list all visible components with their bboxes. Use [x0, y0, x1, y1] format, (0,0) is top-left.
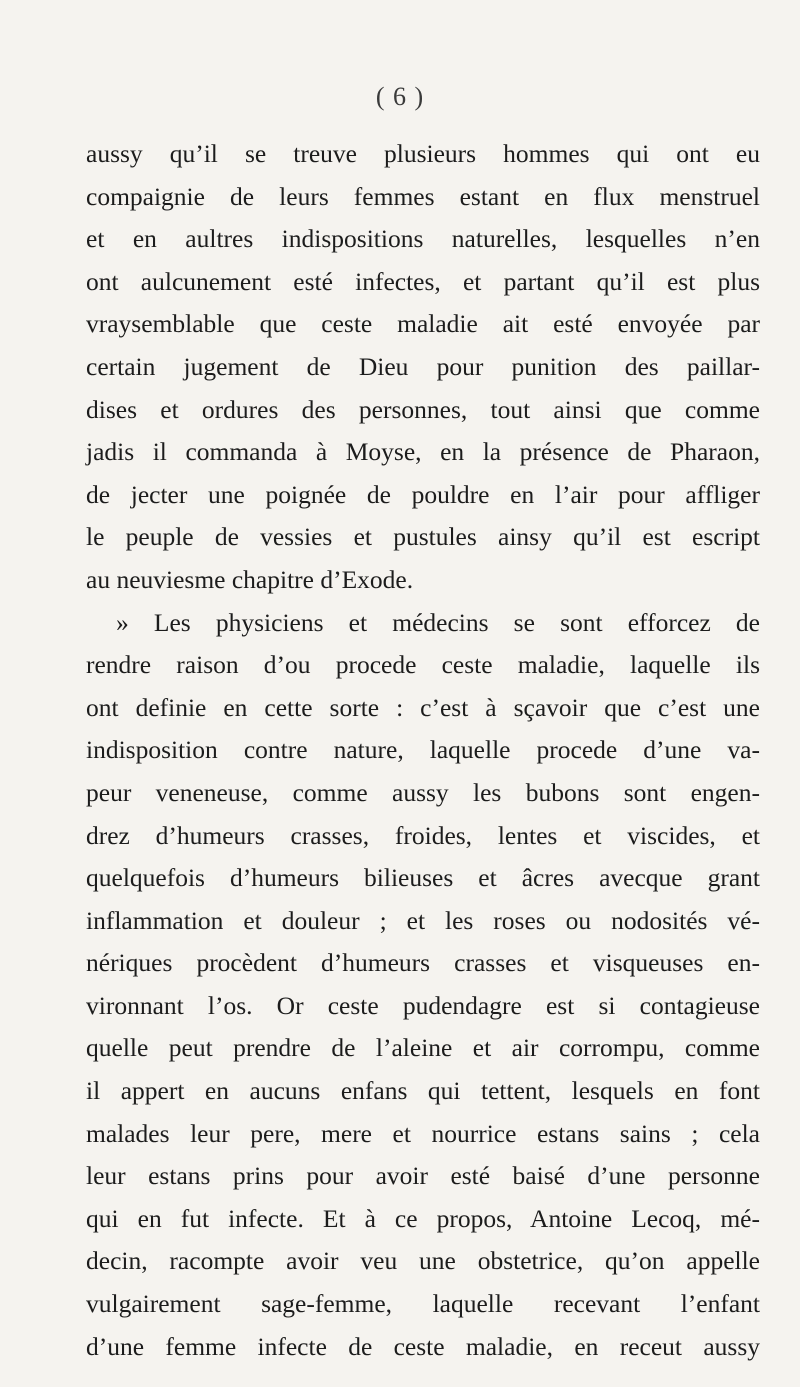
text-line: indisposition contre nature, laquelle procede d’une va-: [86, 735, 760, 765]
text-line: de jecter une poignée de pouldre en l’air pour affliger: [86, 479, 760, 509]
text-line: inflammation et douleur ; et les roses ou nodosités vé-: [86, 905, 760, 935]
text-line: rendre raison d’ou procede ceste maladie, laquelle ils: [86, 650, 760, 680]
text-line: decin, racompte avoir veu une obstetrice, qu’on appelle: [86, 1246, 760, 1276]
page-number: ( 6 ): [375, 82, 425, 111]
text-line: malades leur pere, mere et nourrice estans sains ; cela: [86, 1118, 760, 1148]
text-line: qui en fut infecte. Et à ce propos, Antoine Lecoq, mé-: [86, 1203, 760, 1233]
text-line: quelle peut prendre de l’aleine et air corrompu, comme: [86, 1033, 760, 1063]
text-line: leur estans prins pour avoir esté baisé d’une personne: [86, 1161, 760, 1191]
text-line-paragraph-start: » Les physiciens et médecins se sont efforcez de: [116, 607, 760, 637]
text-line: aussy qu’il se treuve plusieurs hommes qui ont eu: [86, 139, 760, 168]
text-line: drez d’humeurs crasses, froides, lentes et viscides, et: [86, 820, 760, 850]
text-line: ont aulcunement esté infectes, et partant qu’il est plus: [86, 266, 760, 296]
text-line: vironnant l’os. Or ceste pudendagre est si contagieuse: [86, 990, 760, 1020]
text-line: dises et ordures des personnes, tout ainsi que comme: [86, 394, 760, 424]
text-line: compaignie de leurs femmes estant en flux menstruel: [86, 181, 760, 211]
text-line: vraysemblable que ceste maladie ait esté envoyée par: [86, 309, 760, 339]
text-line: le peuple de vessies et pustules ainsy qu’il est escript: [86, 522, 760, 552]
text-line-paragraph-end: au neuviesme chapitre d’Exode.: [86, 564, 414, 594]
text-line: vulgairement sage-femme, laquelle recevant l’enfant: [86, 1289, 760, 1319]
text-line: nériques procèdent d’humeurs crasses et visqueuses en-: [86, 948, 760, 978]
text-line: il appert en aucuns enfans qui tettent, lesquels en font: [86, 1076, 760, 1106]
text-line: quelquefois d’humeurs bilieuses et âcres avecque grant: [86, 863, 760, 893]
text-line: jadis il commanda à Moyse, en la présence de Pharaon,: [86, 437, 760, 467]
text-line: peur veneneuse, comme aussy les bubons sont engen-: [86, 777, 760, 807]
text-line: et en aultres indispositions naturelles, lesquelles n’en: [86, 224, 760, 254]
body-text: [86, 133, 760, 1368]
text-line: certain jugement de Dieu pour punition des paillar-: [86, 351, 760, 381]
text-line: ont definie en cette sorte : c’est à sçavoir que c’est une: [86, 692, 760, 722]
text-line: d’une femme infecte de ceste maladie, en receut aussy: [86, 1331, 760, 1361]
